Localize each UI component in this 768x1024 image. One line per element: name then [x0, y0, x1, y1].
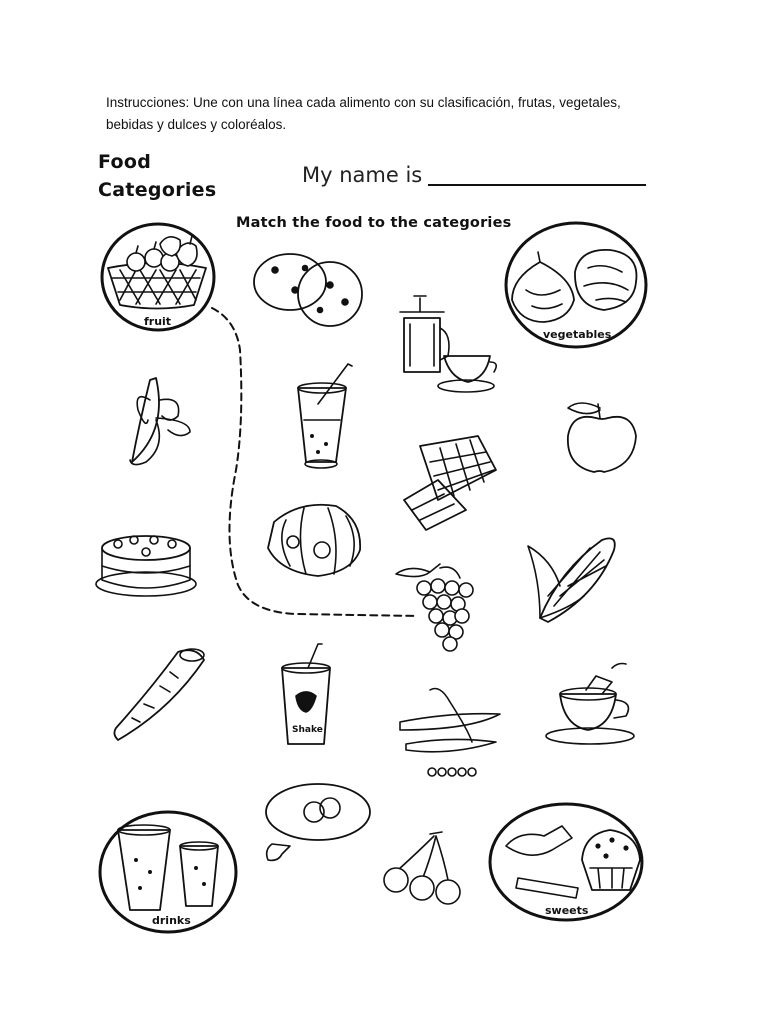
- juice-glass-item[interactable]: [298, 364, 352, 468]
- shake-label: Shake: [292, 725, 323, 735]
- drinks-category-circle[interactable]: [100, 812, 236, 932]
- instructions-text: Instrucciones: Une con una línea cada alimento con su clasificación, frutas, vegetales, bebidas y dulces y coloréalos.: [106, 95, 621, 132]
- coffee-press-item[interactable]: [400, 296, 496, 392]
- shake-cup-item[interactable]: [282, 644, 330, 744]
- tea-cup-item[interactable]: [546, 664, 634, 745]
- corn-item[interactable]: [528, 538, 615, 622]
- fruit-category-circle[interactable]: [102, 224, 214, 330]
- carrot-item[interactable]: [114, 649, 204, 740]
- sweets-label: sweets: [545, 904, 589, 917]
- title-line-1: Food: [98, 151, 152, 173]
- cake-item[interactable]: [96, 536, 196, 596]
- peas-item[interactable]: [400, 689, 500, 777]
- subtitle: Match the food to the categories: [236, 215, 512, 231]
- drinks-label: drinks: [152, 914, 191, 927]
- chocolate-bar-item[interactable]: [404, 436, 496, 530]
- vegetables-label: vegetables: [543, 328, 612, 341]
- sweets-category-circle[interactable]: [490, 804, 642, 920]
- title-line-2: Categories: [98, 179, 217, 201]
- apple-item[interactable]: [568, 403, 636, 472]
- fruit-label: fruit: [144, 315, 172, 328]
- vegetables-category-circle[interactable]: [506, 223, 646, 347]
- cherries-item[interactable]: [384, 832, 460, 904]
- name-prompt: My name is: [302, 163, 423, 187]
- grapes-item[interactable]: [396, 564, 473, 651]
- donut-plate-item[interactable]: [266, 784, 370, 860]
- cookies-item[interactable]: [254, 254, 362, 326]
- banana-item[interactable]: [130, 378, 190, 465]
- pumpkin-item[interactable]: [268, 505, 360, 576]
